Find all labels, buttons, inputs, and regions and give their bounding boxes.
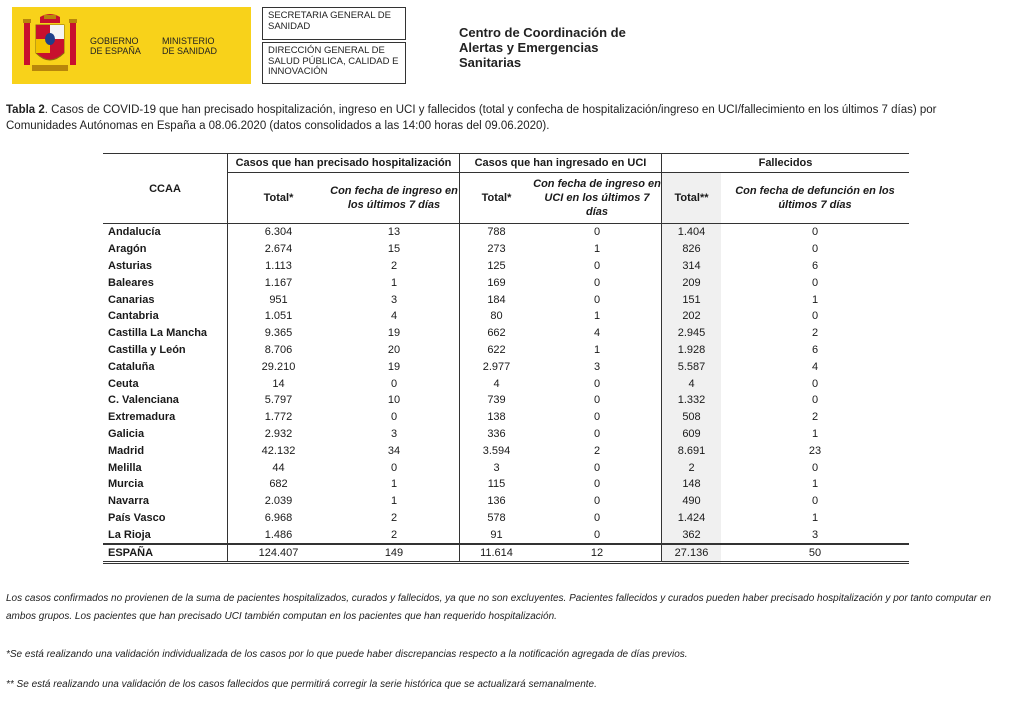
direccion-box: DIRECCIÓN GENERAL DE SALUD PÚBLICA, CALIDAD E INNOVACIÓN (262, 42, 406, 84)
table-row (103, 241, 909, 258)
cell-hosp: 1.486 (264, 528, 293, 541)
table-row (103, 308, 909, 325)
col-hosp-total: Total* (228, 173, 330, 224)
cell-hosp7: 2 (329, 258, 460, 275)
footnote-double-asterisk: ** Se está realizando una validación de los casos fallecidos que permitirá corregir la serie histórica que se actualizará semanalmente. (6, 679, 597, 690)
min-line-2: DE SANIDAD (162, 46, 218, 56)
min-line-1: MINISTERIO (162, 36, 215, 46)
table-row (103, 274, 909, 291)
cell-uci: 2.977 (482, 360, 511, 373)
cell-fall: 826 (662, 241, 722, 258)
cell-fall: 8.691 (662, 442, 722, 459)
secretaria-box: SECRETARIA GENERAL DE SANIDAD (262, 7, 406, 40)
cell-fall: 609 (662, 426, 722, 443)
cell-fall7: 6 (811, 343, 819, 356)
cell-ccaa: Asturias (103, 258, 228, 275)
cell-hosp7: 34 (329, 442, 460, 459)
ccaa-header: CCAA (103, 154, 228, 224)
cell-hosp: 1.113 (265, 259, 292, 272)
cell-fall: 508 (662, 409, 722, 426)
cell-hosp7: 3 (329, 426, 460, 443)
caption-text: . Casos de COVID-19 que han precisado hospitalización, ingreso en UCI y fallecidos (total y confecha de hospitalización/ingreso en UCI/fallecimiento en los últimos 7 días) por Comunidades Autónomas en España a 08.06.2020 (datos consolidados a las 14:00 horas del 09.06.2020). (6, 104, 937, 132)
cell-uci7: 4 (533, 325, 662, 342)
table-row (103, 493, 909, 510)
cell-hosp7: 0 (329, 375, 460, 392)
cell-hosp7: 1 (329, 476, 460, 493)
col-fall-total: Total** (662, 173, 722, 224)
table-row (103, 291, 909, 308)
cell-fall7: 1 (811, 427, 819, 440)
cell-fall: 1.404 (662, 224, 722, 241)
cell-hosp: 6.304 (264, 226, 293, 239)
table-row (103, 426, 909, 443)
cell-ccaa: Murcia (103, 476, 228, 493)
cell-fall: 2 (662, 459, 722, 476)
cell-fall7: 1 (811, 511, 819, 524)
table-body (103, 224, 909, 563)
cell-ccaa: Castilla La Mancha (103, 325, 228, 342)
cell-hosp: 8.706 (264, 343, 293, 356)
cell-ccaa: Andalucía (103, 224, 228, 241)
cell-hosp: 124.407 (228, 544, 330, 563)
group-fall-header: Fallecidos (662, 154, 910, 173)
cell-hosp: 29.210 (261, 360, 296, 373)
cell-hosp7: 13 (329, 224, 460, 241)
col-hosp-7d: Con fecha de ingreso en los últimos 7 días (329, 173, 460, 224)
cell-uci: 91 (490, 528, 503, 541)
cell-fall7: 0 (811, 276, 819, 289)
cell-uci7: 0 (533, 409, 662, 426)
group-hosp-header: Casos que han precisado hospitalización (228, 154, 460, 173)
government-logo (12, 7, 251, 84)
cell-hosp: 1.051 (264, 310, 293, 323)
cell-uci: 739 (487, 394, 506, 407)
cell-ccaa: C. Valenciana (103, 392, 228, 409)
cell-uci7: 2 (533, 442, 662, 459)
col-fall-7d: Con fecha de defunción en los últimos 7 días (721, 173, 909, 224)
cell-fall: 27.136 (662, 544, 722, 563)
table-row (103, 442, 909, 459)
cell-ccaa: Extremadura (103, 409, 228, 426)
centro-title (459, 25, 679, 70)
table-row (103, 325, 909, 342)
cell-uci: 4 (493, 377, 500, 390)
table-row (103, 392, 909, 409)
table-row (103, 342, 909, 359)
cell-uci: 80 (490, 310, 503, 323)
cell-fall7: 0 (811, 394, 819, 407)
cell-fall7: 2 (811, 411, 819, 424)
cell-fall: 490 (662, 493, 722, 510)
cell-uci7: 0 (533, 476, 662, 493)
cell-hosp: 682 (269, 478, 288, 491)
cell-hosp7: 0 (329, 409, 460, 426)
cell-ccaa: Ceuta (103, 375, 228, 392)
cell-fall7: 1 (811, 293, 819, 306)
cell-ccaa: Cataluña (103, 358, 228, 375)
footnote-main: Los casos confirmados no provienen de la suma de pacientes hospitalizados, curados y fallecidos, ya que no son excluyentes. Pacientes fallecidos y curados pueden haber precisado hospitalización y por tanto computar en ambos grupos. Los pacientes que han precisado UCI también computan en los pacientes que han requerido hospitalización. (6, 593, 992, 622)
caption-label: Tabla 2 (6, 104, 45, 116)
cell-hosp: 2.932 (264, 427, 293, 440)
cell-fall: 209 (662, 274, 722, 291)
cell-uci: 11.614 (460, 544, 534, 563)
government-label (90, 36, 141, 56)
cell-hosp: 42.132 (261, 444, 296, 457)
cell-uci: 662 (487, 327, 506, 340)
cell-fall: 148 (662, 476, 722, 493)
cell-uci: 125 (487, 259, 506, 272)
cell-fall7: 4 (811, 360, 819, 373)
table-row (103, 459, 909, 476)
col-uci-total: Total* (460, 173, 534, 224)
cell-ccaa: Galicia (103, 426, 228, 443)
cell-fall7: 0 (811, 377, 819, 390)
cell-hosp7: 15 (329, 241, 460, 258)
cell-hosp7: 10 (329, 392, 460, 409)
cell-fall7: 6 (811, 259, 819, 272)
table-row (103, 526, 909, 544)
cell-uci: 336 (487, 427, 506, 440)
coat-of-arms-icon (22, 13, 78, 77)
cell-ccaa: Melilla (103, 459, 228, 476)
cell-uci7: 1 (533, 342, 662, 359)
cell-uci7: 0 (533, 493, 662, 510)
cell-ccaa: País Vasco (103, 510, 228, 527)
cell-fall: 1.928 (662, 342, 722, 359)
cell-fall7: 3 (811, 528, 819, 541)
cell-ccaa: Cantabria (103, 308, 228, 325)
cell-hosp7: 149 (329, 544, 460, 563)
data-table (103, 153, 909, 564)
cell-ccaa: Navarra (103, 493, 228, 510)
cell-uci7: 0 (533, 291, 662, 308)
table-row (103, 409, 909, 426)
cell-fall: 362 (662, 526, 722, 544)
table-row (103, 476, 909, 493)
cell-hosp: 1.772 (264, 411, 293, 424)
cell-uci7: 3 (533, 358, 662, 375)
cell-uci7: 0 (533, 426, 662, 443)
cell-hosp: 5.797 (264, 394, 293, 407)
cell-fall7: 0 (811, 495, 819, 508)
cell-uci7: 0 (533, 510, 662, 527)
cell-hosp: 9.365 (264, 327, 293, 340)
table-row (103, 510, 909, 527)
cell-uci7: 0 (533, 392, 662, 409)
cell-hosp7: 19 (329, 358, 460, 375)
cell-fall: 1.424 (662, 510, 722, 527)
cell-fall: 1.332 (662, 392, 722, 409)
cell-uci: 136 (487, 495, 506, 508)
cell-uci: 273 (487, 243, 506, 256)
cell-uci: 3.594 (482, 444, 511, 457)
table-row (103, 258, 909, 275)
cell-uci7: 1 (533, 241, 662, 258)
cell-hosp: 6.968 (264, 511, 293, 524)
cell-uci: 622 (487, 343, 506, 356)
cell-hosp7: 0 (329, 459, 460, 476)
cell-hosp: 951 (269, 293, 288, 306)
cell-hosp7: 2 (329, 526, 460, 544)
cell-ccaa: ESPAÑA (103, 544, 228, 563)
cell-ccaa: Madrid (103, 442, 228, 459)
cell-fall7: 2 (811, 327, 819, 340)
cell-uci7: 1 (533, 308, 662, 325)
col-uci-7d: Con fecha de ingreso en UCI en los últimos 7 días (533, 173, 662, 224)
cell-uci7: 0 (533, 375, 662, 392)
gov-line-2: DE ESPAÑA (90, 46, 141, 56)
cell-uci7: 0 (533, 459, 662, 476)
cell-fall7: 50 (721, 544, 909, 563)
ministry-label (162, 36, 217, 56)
cell-uci: 184 (487, 293, 506, 306)
cell-fall7: 0 (811, 310, 819, 323)
cell-uci7: 0 (533, 224, 662, 241)
cell-uci7: 0 (533, 526, 662, 544)
cell-fall: 202 (662, 308, 722, 325)
cell-hosp7: 4 (329, 308, 460, 325)
cell-ccaa: Aragón (103, 241, 228, 258)
cell-hosp7: 1 (329, 274, 460, 291)
cell-fall7: 1 (811, 478, 819, 491)
cell-uci7: 12 (533, 544, 662, 563)
cell-fall: 314 (662, 258, 722, 275)
cell-hosp: 1.167 (264, 276, 293, 289)
table-caption (6, 102, 1001, 134)
cell-uci7: 0 (533, 258, 662, 275)
cell-ccaa: La Rioja (103, 526, 228, 544)
gov-line-1: GOBIERNO (90, 36, 139, 46)
cell-ccaa: Castilla y León (103, 342, 228, 359)
cell-hosp7: 19 (329, 325, 460, 342)
centro-line-3: Sanitarias (459, 55, 522, 70)
cell-uci7: 0 (533, 274, 662, 291)
cell-fall: 151 (662, 291, 722, 308)
total-row (103, 544, 909, 563)
cell-hosp: 2.674 (264, 243, 293, 256)
cell-hosp: 2.039 (264, 495, 293, 508)
cell-fall: 4 (662, 375, 722, 392)
cell-hosp: 44 (272, 461, 285, 474)
cell-uci: 138 (487, 411, 506, 424)
cell-fall7: 23 (808, 444, 822, 457)
cell-uci: 578 (487, 511, 506, 524)
cell-hosp7: 1 (329, 493, 460, 510)
table-row (103, 358, 909, 375)
cell-ccaa: Canarias (103, 291, 228, 308)
cell-ccaa: Baleares (103, 274, 228, 291)
cell-hosp7: 3 (329, 291, 460, 308)
cell-uci: 169 (487, 276, 506, 289)
centro-line-2: Alertas y Emergencias (459, 40, 599, 55)
group-uci-header: Casos que han ingresado en UCI (460, 154, 662, 173)
footnote-asterisk: *Se está realizando una validación individualizada de los casos por lo que puede haber discrepancias respecto a la notificación agregada de días previos. (6, 649, 688, 660)
centro-line-1: Centro de Coordinación de (459, 25, 626, 40)
cell-fall: 5.587 (662, 358, 722, 375)
table-row (103, 224, 909, 241)
cell-hosp: 14 (272, 377, 285, 390)
cell-fall7: 0 (811, 243, 819, 256)
cell-fall7: 0 (811, 226, 819, 239)
cell-fall: 2.945 (662, 325, 722, 342)
cell-uci: 3 (493, 461, 500, 474)
cell-fall7: 0 (811, 461, 819, 474)
cell-uci: 115 (487, 478, 506, 491)
cell-uci: 788 (487, 226, 506, 239)
cell-hosp7: 2 (329, 510, 460, 527)
cell-hosp7: 20 (329, 342, 460, 359)
table-row (103, 375, 909, 392)
